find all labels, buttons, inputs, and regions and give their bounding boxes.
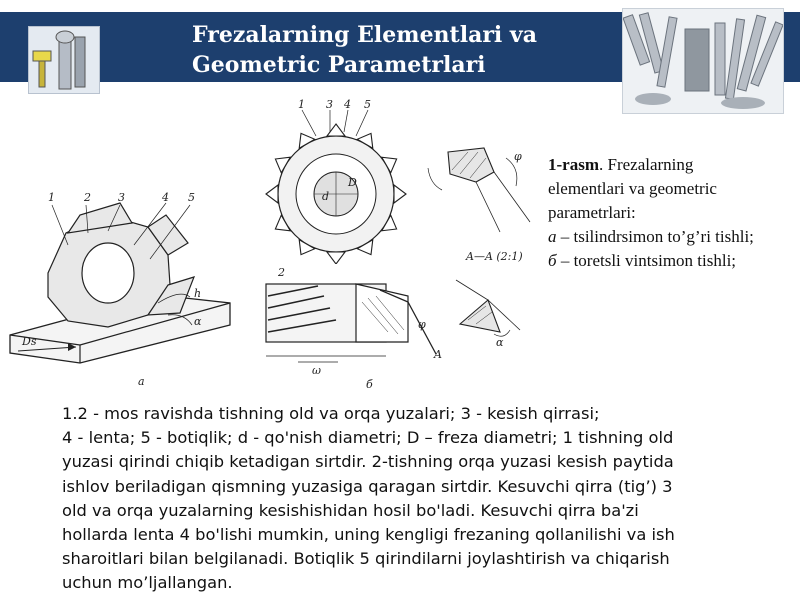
figure-section-aa	[450, 250, 550, 350]
section-label-alpha: α	[496, 336, 504, 349]
slide-title-line1: Frezalarning Elementlari va	[192, 22, 537, 48]
figure-tooth-angle-detail	[420, 138, 540, 248]
fig-b-side-label-2: 2	[278, 266, 285, 279]
milling-cutters-photo-right	[622, 8, 784, 114]
fig-a-label-alpha: α	[194, 315, 202, 328]
slide-title	[192, 20, 592, 80]
body-line: sharoitlari bilan belgilanadi. Botiqlik 5 qirindilarni joylashtirish va chiqarish	[62, 549, 670, 569]
fig-a-label-3: 3	[118, 191, 125, 204]
body-line: 1.2 - mos ravishda tishning old va orqa yuzalari; 3 - kesish qirrasi;	[62, 404, 600, 423]
caption-line-1-rest: . Frezalarning	[598, 155, 694, 174]
fig-b-label-phi: φ	[418, 318, 426, 331]
figure-b-face-cutter-front	[258, 96, 418, 264]
fig-b-label-5: 5	[364, 98, 371, 111]
fig-a-label-h: h	[194, 287, 202, 300]
fig-a-caption-letter: а	[138, 375, 145, 388]
figure-caption	[548, 153, 798, 273]
fig-b-label-A: A	[434, 348, 442, 361]
body-line: ishlov beriladigan qismning yuzasiga qaragan sirtdir. Kesuvchi qirra (tig’) 3	[62, 476, 673, 496]
fig-b-label-d: d	[322, 190, 330, 203]
body-line: uchun mo’ljallangan.	[62, 573, 233, 593]
caption-line-5-letter: б	[548, 251, 557, 270]
body-paragraph	[62, 402, 772, 596]
slide-title-line2: Geometric Parametrlari	[192, 52, 486, 78]
caption-line-4-letter: а	[548, 227, 557, 246]
caption-line-5-rest: – toretsli vintsimon tishli;	[556, 251, 737, 270]
caption-line-3: parametrlari:	[548, 203, 636, 222]
figure-b-face-cutter-side	[258, 262, 458, 392]
body-line: yuzasi qirindi chiqib ketadigan sirtdir. 2-tishning orqa yuzasi kesish paytida	[62, 452, 674, 472]
fig-a-label-ds: Ds	[22, 335, 37, 348]
body-line: hollarda lenta 4 bo'lishi mumkin, uning kengligi frezaning qollanilishi va ish	[62, 525, 675, 545]
fig-b-label-1: 1	[298, 98, 305, 111]
fig-a-label-2: 2	[84, 191, 91, 204]
caption-line-4	[548, 225, 798, 249]
fig-b-label-4: 4	[344, 98, 351, 111]
caption-line-2: elementlari va geometric	[548, 179, 717, 198]
milling-tool-photo-left	[28, 26, 100, 94]
fig-b-label-3: 3	[326, 98, 333, 111]
section-aa-label: A—A (2:1)	[466, 250, 523, 263]
fig-b-caption-letter: б	[366, 378, 373, 391]
caption-figure-number: 1-rasm	[548, 155, 599, 174]
body-line: 4 - lenta; 5 - botiqlik; d - qo'nish diametri; D – freza diametri; 1 tishning old	[62, 428, 674, 448]
fig-b-label-omega: ω	[312, 364, 321, 377]
fig-a-label-5: 5	[188, 191, 195, 204]
fig-b-label-D: D	[348, 176, 357, 189]
figure-a-cylindrical-cutter	[8, 185, 233, 390]
detail-label-phi: φ	[514, 150, 522, 163]
body-line: old va orqa yuzalarning kesishishidan hosil bo'ladi. Kesuvchi qirra ba'zi	[62, 500, 639, 520]
caption-line-5	[548, 249, 798, 273]
caption-line-4-rest: – tsilindrsimon to’g’ri tishli;	[556, 227, 754, 246]
fig-a-label-1: 1	[48, 191, 55, 204]
fig-a-label-4: 4	[162, 191, 169, 204]
caption-line-1	[548, 153, 798, 177]
